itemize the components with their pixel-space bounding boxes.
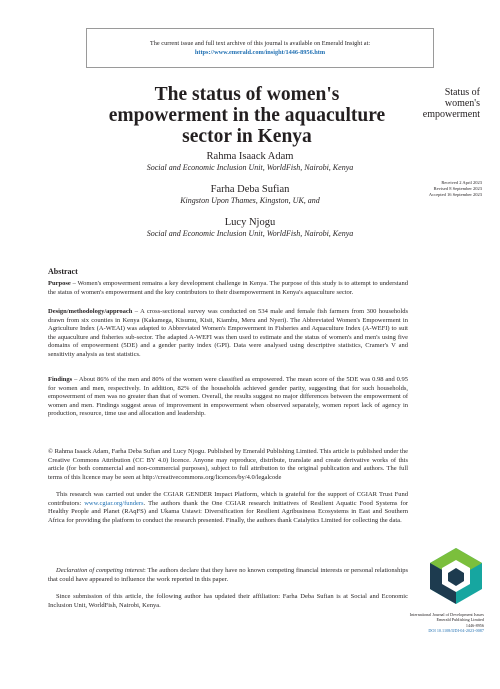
availability-notice	[86, 28, 434, 68]
affiliation-update-note	[48, 593, 408, 610]
article-dates	[408, 180, 482, 198]
affiliation-update-text: Since submission of this article, the following author has updated their affiliation: Farha Deba Sufian is at Social and Economic Inclusion Unit, WorldFish, Nairobi, Kenya.	[48, 593, 408, 609]
competing-label: Declaration of competing interest	[56, 567, 145, 574]
license-text: © Rahma Isaack Adam, Farha Deba Sufian and Lucy Njogu. Published by Emerald Publishing Limited. This article is published under the Creative Commons Attribution (CC BY 4.0) licence. Anyone may reproduce, distribute, translate and create derivative works of this article (for both commercial and non-commercial purposes), subject to full attribution to the original publication and authors. The full terms of this licence may be seen at http://creativecommons.org/licences/by/4.0/legalcode	[48, 448, 408, 481]
journal-name: International Journal of Development Issues	[409, 612, 484, 617]
received-date: Received 2 April 2023	[441, 180, 482, 185]
article-title: The status of women's empowerment in the aquaculture sector in Kenya	[108, 84, 386, 147]
accepted-date: Accepted 16 September 2023	[428, 192, 482, 197]
publisher-logo-icon	[426, 546, 486, 606]
design-text: – A cross-sectional survey was conducted on 534 male and female fish farmers from 300 households drawn from six counties in Kenya (Kakamega, Kisumu, Kisii, Kiambu, Meru and Nyeri). The Abbreviated Women's Empowerment in Agriculture Index (A-WEAI) was adapted to Abbreviated Women's Empowerment in Fisheries and Aquaculture Index (A-WEFI) to suit the aquaculture and fisheries sub-sector. The adapted A-WEFI was then used to estimate and the status of women's and men's using five domains of empowerment (5DE) and a gender parity index (GPI). Data were analysed using descriptive statistics, Cramer's V and sensitivity analysis as test statistics.	[48, 308, 408, 358]
abstract-design	[48, 308, 408, 359]
author-name: Lucy Njogu	[224, 217, 276, 228]
funding-text-pre: This research was carried out under the CGIAR GENDER Impact Platform, which is grateful for the support of CGIAR Trust Fund contributors:	[48, 491, 408, 507]
purpose-label: Purpose	[48, 280, 71, 287]
funding-note	[48, 491, 408, 525]
author-block-2	[70, 184, 430, 206]
design-label: Design/methodology/approach	[48, 308, 133, 315]
competing-interest-note	[48, 567, 408, 584]
doi-link[interactable]: DOI 10.1108/IJDI-04-2023-0087	[428, 627, 484, 633]
author-block-1	[70, 151, 430, 173]
notice-url-link[interactable]: https://www.emerald.com/insight/1446-8956.htm	[194, 49, 326, 56]
journal-info	[400, 612, 484, 633]
notice-text: The current issue and full text archive of this journal is available on Emerald Insight at:	[149, 40, 371, 47]
funders-link[interactable]: www.cgiar.org/funders	[84, 499, 144, 507]
author-name: Farha Deba Sufian	[210, 184, 290, 195]
findings-text: – About 86% of the men and 80% of the women were classified as empowered. The mean score of the 5DE was 0.98 and 0.95 for women and men, respectively. In addition, 82% of the households achieved gender parity, suggesting that for such households, empowerment of men was no greater than that of women. Overall, the results suggest no major differences between the empowerment of women and men. Findings suggest areas of improvement in empowerment when observed separately, women report lack of agency in production, resource, time use and allocation and leadership.	[48, 376, 408, 417]
abstract-purpose	[48, 280, 408, 297]
purpose-text: – Women's empowerment remains a key development challenge in Kenya. The purpose of this study is to attempt to understand the status of women's empowerment and the key contributors to their disempowerment in Kenya's aquaculture sector.	[48, 280, 408, 296]
running-head: Status of women's empowerment	[422, 87, 480, 120]
author-block-3	[70, 217, 430, 239]
competing-paragraph	[48, 567, 408, 584]
author-affiliation: Social and Economic Inclusion Unit, WorldFish, Nairobi, Kenya	[146, 229, 354, 238]
revised-date: Revised 8 September 2023	[433, 186, 482, 191]
publisher-name: Emerald Publishing Limited	[436, 617, 484, 623]
findings-label: Findings	[48, 376, 73, 383]
abstract-findings	[48, 376, 408, 419]
abstract-heading: Abstract	[48, 267, 78, 276]
author-name: Rahma Isaack Adam	[206, 151, 294, 162]
funding-paragraph	[48, 491, 408, 525]
author-affiliation: Kingston Upon Thames, Kingston, UK, and	[180, 196, 320, 205]
competing-text: : The authors declare that they have no known competing financial interests or personal relationships that could have appeared to influence the work reported in this paper.	[48, 567, 408, 583]
license-notice	[48, 448, 408, 482]
journal-issn: 1446-8956	[465, 622, 484, 628]
funding-text-post: . The authors thank the One CGIAR research initiatives of Resilient Aquatic Food Systems for Healthy People and Planet (RAqFS) and Ukama Ustawi: Diversification for Resilient Agribusiness Ecosystems in East and Southern Africa for providing the platform to conduct the research presented. Finally, the authors thank Catalytics Limited for collecting the data.	[48, 499, 409, 524]
author-affiliation: Social and Economic Inclusion Unit, WorldFish, Nairobi, Kenya	[146, 163, 354, 172]
